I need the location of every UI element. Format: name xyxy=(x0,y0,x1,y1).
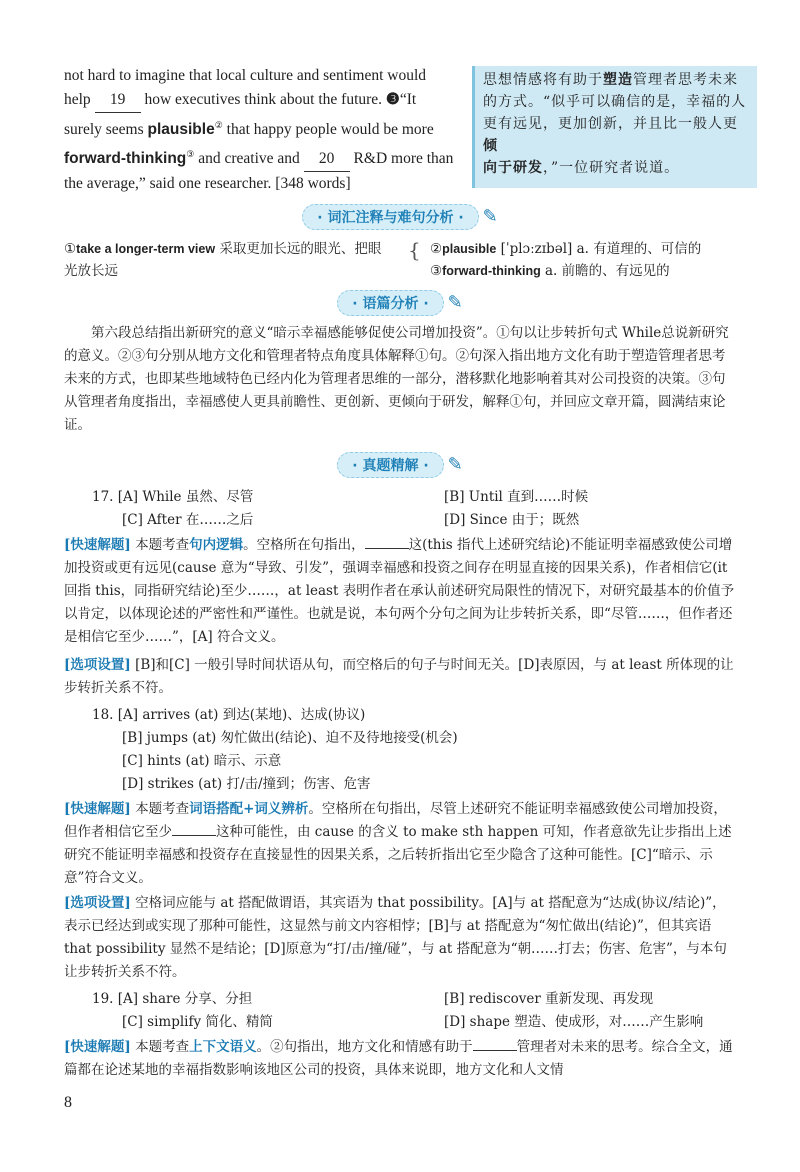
section-title: · 词汇注释与难句分析 · xyxy=(302,204,478,230)
page-number: 8 xyxy=(64,1094,72,1111)
q19-option-c: [C] simplify 简化、精简 xyxy=(122,1014,273,1030)
q19-option-b: [B] rediscover 重新发现、再发现 xyxy=(444,991,654,1007)
q18-option-d: [D] strikes (at) 打/击/撞到；伤害、危害 xyxy=(122,776,371,792)
text: 这种可能性，由 cause 的含义 to make sth happen 可知，作者意欲先让步指出上述研究不能证明幸福感和投资存在直接显性的因果关系，之后转折指出它至少隐含了这种可能性。[C]“暗示、示意”符合文义。 xyxy=(64,824,732,886)
text: 管理者对未来的思考。综合全文，通篇都在论述某地的幸福指数影响该地区公司的投资，具体来说即，地方文化和人文情 xyxy=(64,1039,733,1078)
vocab-item-1 xyxy=(64,238,404,282)
text: ② xyxy=(430,241,443,257)
translation-line xyxy=(483,113,749,157)
section-title: · 真题精解 · xyxy=(337,452,443,478)
q17-option-b: [B] Until 直到……时候 xyxy=(444,489,589,505)
q17-option-a: 17. [A] While 虽然、尽管 xyxy=(92,489,254,505)
label-tag: [选项设置] xyxy=(64,895,131,911)
sentence-marker: ❸ xyxy=(385,91,400,108)
text: 空格词应能与 at 搭配做谓语，其宾语为 that possibility。[A]与 at 搭配意为“达成(协议/结论)”，表示已经达到或实现了那种可能性，这显然与前文内容相悖；[B]与 at 搭配意为“匆忙做出(结论)”，但其宾语 that possibility 显然不是结论；[D]原意为“打/击/撞/碰”，与 at 搭配意为“朝……打去；伤害、危害”，与本句让步转折关系不符。 xyxy=(64,895,727,980)
text: 光放长远 xyxy=(64,263,118,279)
text: 这(this 指代上述研究结论)不能证明幸福感致使公司增加投资或更有远见(cause 意为“导致、引发”，强调幸福感和投资之间存在明显直接的因果关系)，作者相信它(it 回指 this，同指研究结论)至少……，at least 表明作者在承认前述研究局限性的情况下，对研究最基本的价值予以肯定，以体现论述的严密性和严谨性。也就是说，本句两个分句之间为让步转折关系，即“尽管……，但作者还是相信它至少……”，[A] 符合文义。 xyxy=(64,537,735,645)
text: 更有远见，更加创新，并且比一般人更 xyxy=(483,116,738,132)
q19-option-d: [D] shape 塑造、使成形，对……产生影响 xyxy=(444,1014,704,1030)
blank-20: 20 xyxy=(304,147,350,172)
brace-divider: { xyxy=(408,238,421,262)
pen-icon: ✎ xyxy=(447,292,463,313)
section-title: · 语篇分析 · xyxy=(337,290,443,316)
note-marker: ② xyxy=(214,120,223,130)
passage-text xyxy=(64,64,460,196)
text: 管理者思考未来 xyxy=(633,72,738,88)
text: 。②句指出，地方文化和情感有助于 xyxy=(256,1039,473,1055)
q18-quick-solution xyxy=(64,798,736,890)
text: a. 前瞻的、有远见的 xyxy=(540,263,670,279)
passage-line xyxy=(64,142,460,172)
note-marker: ③ xyxy=(186,149,195,160)
passage-line: not hard to imagine that local culture and sentiment would xyxy=(64,67,427,84)
text: 思想情感将有助于 xyxy=(483,72,603,88)
text: how executives think about the future. xyxy=(144,91,383,108)
vocab-item-2 xyxy=(430,238,750,260)
q19-option-a: 19. [A] share 分享、分担 xyxy=(92,991,253,1007)
vocab-items-right xyxy=(430,238,750,282)
text: 。空格所在句指出，尽管上述研究不能证明幸福感致使公司增加投资，但作者相信它至少 xyxy=(64,801,727,840)
q17-quick-solution xyxy=(64,534,736,649)
questions-heading xyxy=(0,452,800,478)
translation-line xyxy=(483,157,749,179)
answer-blank xyxy=(172,835,216,836)
text: 本题考查 xyxy=(130,537,190,553)
text: 本题考查 xyxy=(130,801,190,817)
text: ③ xyxy=(430,263,443,279)
keyword-forward-thinking: forward-thinking xyxy=(64,150,187,168)
passage-line: the average,” said one researcher. [348 words] xyxy=(64,175,351,193)
pen-icon: ✎ xyxy=(447,454,463,475)
analysis-paragraph: 第六段总结指出新研究的意义“暗示幸福感能够促使公司增加投资”。①句以让步转折句式 While总说新研究的意义。②③句分别从地方文化和管理者特点角度具体解释①句。②句深入指出地方文化有助于塑造管理者思考未来的方式，也即某些地域特色已经内化为管理者思维的一部分，潜移默化地影响着其对公司投资的决策。③句从管理者角度指出，幸福感使人更具前瞻性、更创新、更倾向于研发，解释①句，并回应文章开篇，圆满结束论证。 xyxy=(64,325,729,433)
text: ，”一位研究者说道。 xyxy=(543,160,680,176)
translation-line: 的方式。“似乎可以确信的是，幸福的人 xyxy=(483,94,747,110)
q18-option-b: [B] jumps (at) 匆忙做出(结论)、迫不及待地接受(机会) xyxy=(122,730,458,746)
keyword-plausible: plausible xyxy=(147,121,215,139)
text: 倾 xyxy=(483,138,498,154)
text: [B]和[C] 一般引导时间状语从句，而空格后的句子与时间无关。[D]表原因，与 at least 所体现的让步转折关系不符。 xyxy=(64,657,734,696)
text: that happy people would be more xyxy=(226,121,434,139)
q19-quick-solution xyxy=(64,1036,736,1082)
vocab-heading xyxy=(0,204,800,230)
text: [ˈplɔːzɪbəl] a. 有道理的、可信的 xyxy=(496,241,702,257)
text: help xyxy=(64,91,91,108)
analysis-heading xyxy=(0,290,800,316)
vocab-item-3 xyxy=(430,260,750,282)
vocab-word: take a longer-term view xyxy=(76,242,216,256)
text: 采取更加长远的眼光、把眼 xyxy=(215,241,382,257)
q18-option-analysis xyxy=(64,892,736,984)
text: 塑造 xyxy=(603,72,633,88)
text: 向于研发 xyxy=(483,160,543,176)
keyword: 上下文语义 xyxy=(189,1039,257,1055)
text: 本题考查 xyxy=(130,1039,190,1055)
answer-blank xyxy=(365,548,409,549)
blank-19: 19 xyxy=(95,88,141,113)
text: “It xyxy=(399,91,417,108)
answer-blank xyxy=(473,1050,517,1051)
q18-option-a: 18. [A] arrives (at) 到达(某地)、达成(协议) xyxy=(92,707,366,723)
label-tag: [快速解题] xyxy=(64,801,131,817)
text: ① xyxy=(64,241,77,257)
vocab-word: plausible xyxy=(442,242,497,256)
passage-line xyxy=(64,113,460,142)
translation-box xyxy=(472,66,757,188)
label-tag: [快速解题] xyxy=(64,537,131,553)
q18-option-c: [C] hints (at) 暗示、示意 xyxy=(122,753,282,769)
label-tag: [快速解题] xyxy=(64,1039,131,1055)
q17-option-c: [C] After 在……之后 xyxy=(122,512,254,528)
q17-option-analysis xyxy=(64,654,736,700)
vocab-word: forward-thinking xyxy=(442,264,541,278)
text: R&D more than xyxy=(353,150,454,168)
text: 。空格所在句指出， xyxy=(243,537,365,553)
text: surely seems xyxy=(64,121,144,139)
translation-line xyxy=(483,69,749,91)
pen-icon: ✎ xyxy=(482,206,498,227)
label-tag: [选项设置] xyxy=(64,657,131,673)
text: and creative and xyxy=(198,150,300,168)
passage-line xyxy=(64,88,460,113)
keyword: 句内逻辑 xyxy=(189,537,244,553)
q17-option-d: [D] Since 由于；既然 xyxy=(444,512,580,528)
keyword: 词语搭配+词义辨析 xyxy=(189,801,309,817)
